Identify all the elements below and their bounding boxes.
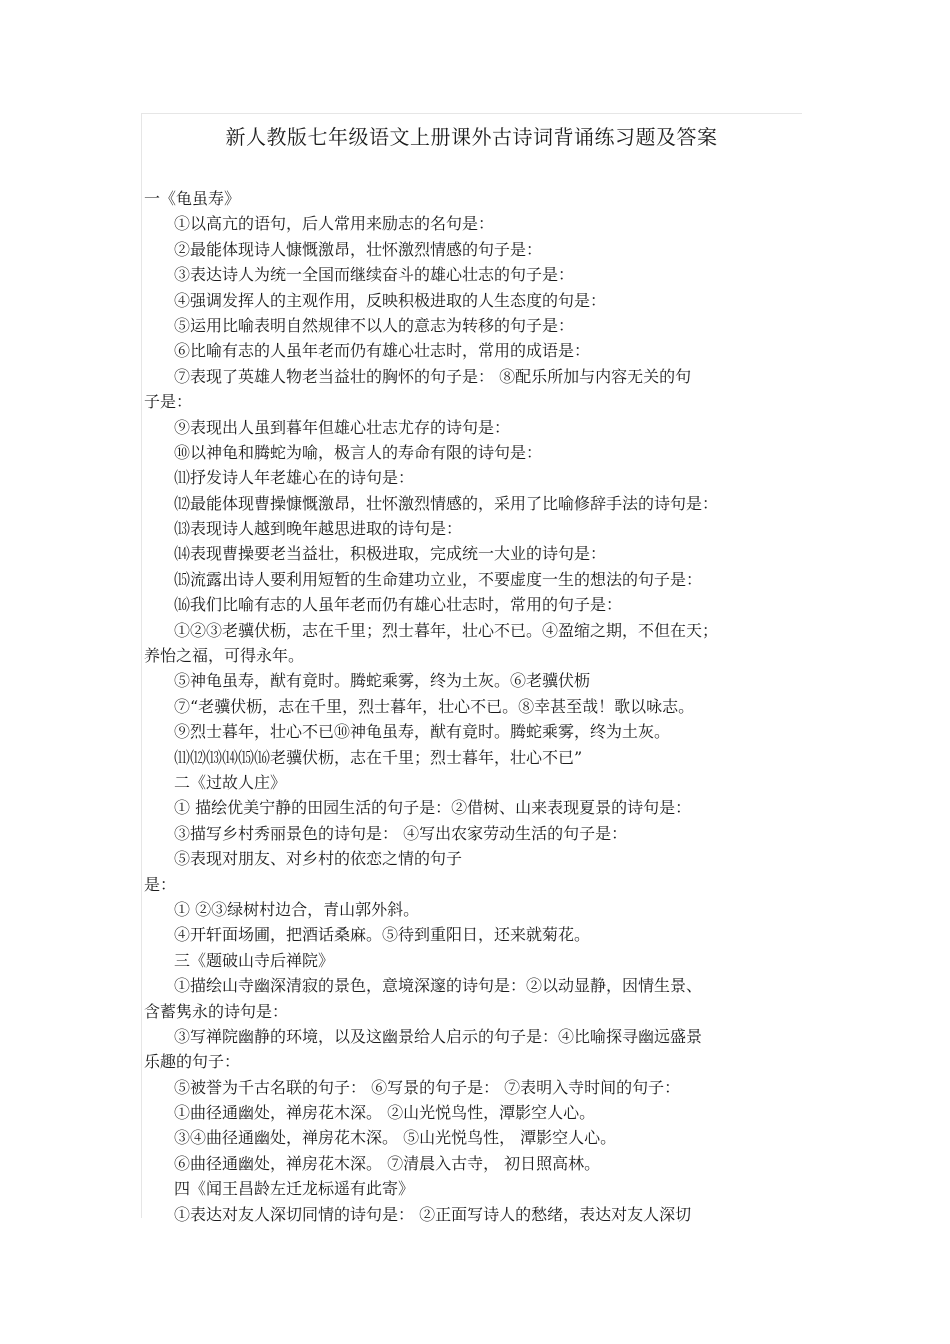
text-line: ① 描绘优美宁静的田园生活的句子是：②借树、山来表现夏景的诗句是： (174, 798, 692, 818)
text-line: ⑤表现对朋友、对乡村的依恋之情的句子 (174, 849, 463, 869)
text-line: 四《闻王昌龄左迁龙标遥有此寄》 (174, 1179, 415, 1199)
text-line: ①②③老骥伏枥，志在千里；烈士暮年，壮心不已。④盈缩之期，不但在天； (174, 620, 719, 640)
text-line: ③描写乡村秀丽景色的诗句是： ④写出农家劳动生活的句子是： (174, 823, 628, 843)
text-line: ⑾抒发诗人年老雄心在的诗句是： (174, 468, 415, 488)
text-line: 乐趣的句子： (144, 1052, 241, 1072)
text-line: ⑥比喻有志的人虽年老而仍有雄心壮志时，常用的成语是： (174, 341, 591, 361)
text-line: ⑿最能体现曹操慷慨激昂，壮怀激烈情感的，采用了比喻修辞手法的诗句是： (174, 493, 719, 513)
text-line: ①以高亢的语句，后人常用来励志的名句是： (174, 214, 495, 234)
text-line: ① ②③绿树村边合，青山郭外斜。 (174, 899, 420, 919)
text-line: ⑨烈士暮年，壮心不已⑩神龟虽寿，猷有竟时。腾蛇乘雾，终为土灰。 (174, 722, 671, 742)
text-line: ③写禅院幽静的环境，以及这幽景给人启示的句子是：④比喻探寻幽远盛景 (174, 1026, 703, 1046)
text-line: ①表达对友人深切同情的诗句是： ②正面写诗人的愁绪，表达对友人深切 (174, 1204, 692, 1224)
text-line: ③④曲径通幽处，禅房花木深。 ⑤山光悦鸟性， 潭影空人心。 (174, 1128, 617, 1148)
text-line: ⑥曲径通幽处，禅房花木深。 ⑦清晨入古寺， 初日照高林。 (174, 1153, 601, 1173)
text-line: ⒁表现曹操要老当益壮，积极进取，完成统一大业的诗句是： (174, 544, 607, 564)
document-body (144, 186, 804, 1227)
text-line: 三《题破山寺后禅院》 (174, 950, 335, 970)
text-line: ⑤被誉为千古名联的句子： ⑥写景的句子是： ⑦表明入寺时间的句子： (174, 1077, 681, 1097)
text-line: ⑦“老骥伏枥，志在千里，烈士暮年，壮心不已。⑧幸甚至哉！歌以咏志。 (174, 696, 695, 716)
text-line: ⑤神龟虽寿，猷有竟时。腾蛇乘雾，终为土灰。⑥老骥伏枥 (174, 671, 591, 691)
text-line: ⒀表现诗人越到晚年越思进取的诗句是： (174, 519, 463, 539)
page-top-border (141, 113, 802, 114)
text-line: 二《过故人庄》 (174, 772, 287, 792)
text-line: ②最能体现诗人慷慨激昂，壮怀激烈情感的句子是： (174, 239, 543, 259)
text-line: ⑩以神龟和腾蛇为喻，极言人的寿命有限的诗句是： (174, 442, 543, 462)
text-line: ③表达诗人为统一全国而继续奋斗的雄心壮志的句子是： (174, 265, 575, 285)
text-line: ④强调发挥人的主观作用，反映积极进取的人生态度的句是： (174, 290, 607, 310)
text-line: 一《龟虽寿》 (144, 189, 241, 208)
text-line: ⑦表现了英雄人物老当益壮的胸怀的句子是： ⑧配乐所加与内容无关的句 (174, 366, 692, 386)
text-line: 养怡之福，可得永年。 (144, 646, 305, 666)
page-left-border (141, 113, 142, 1218)
text-line: 是： (144, 874, 177, 894)
text-line: ⑾⑿⒀⒁⒂⒃老骥伏枥，志在千里；烈士暮年，壮心不已” (174, 747, 583, 767)
text-line: ⑨表现出人虽到暮年但雄心壮志尤存的诗句是： (174, 417, 511, 437)
text-line: ⒂流露出诗人要利用短暂的生命建功立业，不要虚度一生的想法的句子是： (174, 569, 703, 589)
text-line: ①描绘山寺幽深清寂的景色，意境深邃的诗句是：②以动显静，因情生景、 (174, 976, 703, 996)
text-line: ⒃我们比喻有志的人虽年老而仍有雄心壮志时，常用的句子是： (174, 595, 623, 615)
text-line: ④开轩面场圃，把酒话桑麻。⑤待到重阳日，还来就菊花。 (174, 925, 591, 945)
text-line: 含蓄隽永的诗句是： (144, 1001, 289, 1021)
document-title: 新人教版七年级语文上册课外古诗词背诵练习题及答案 (225, 125, 718, 149)
text-line: ①曲径通幽处，禅房花木深。 ②山光悦鸟性，潭影空人心。 (174, 1103, 596, 1123)
text-line: ⑤运用比喻表明自然规律不以人的意志为转移的句子是： (174, 315, 575, 335)
text-line: 子是： (144, 392, 193, 412)
